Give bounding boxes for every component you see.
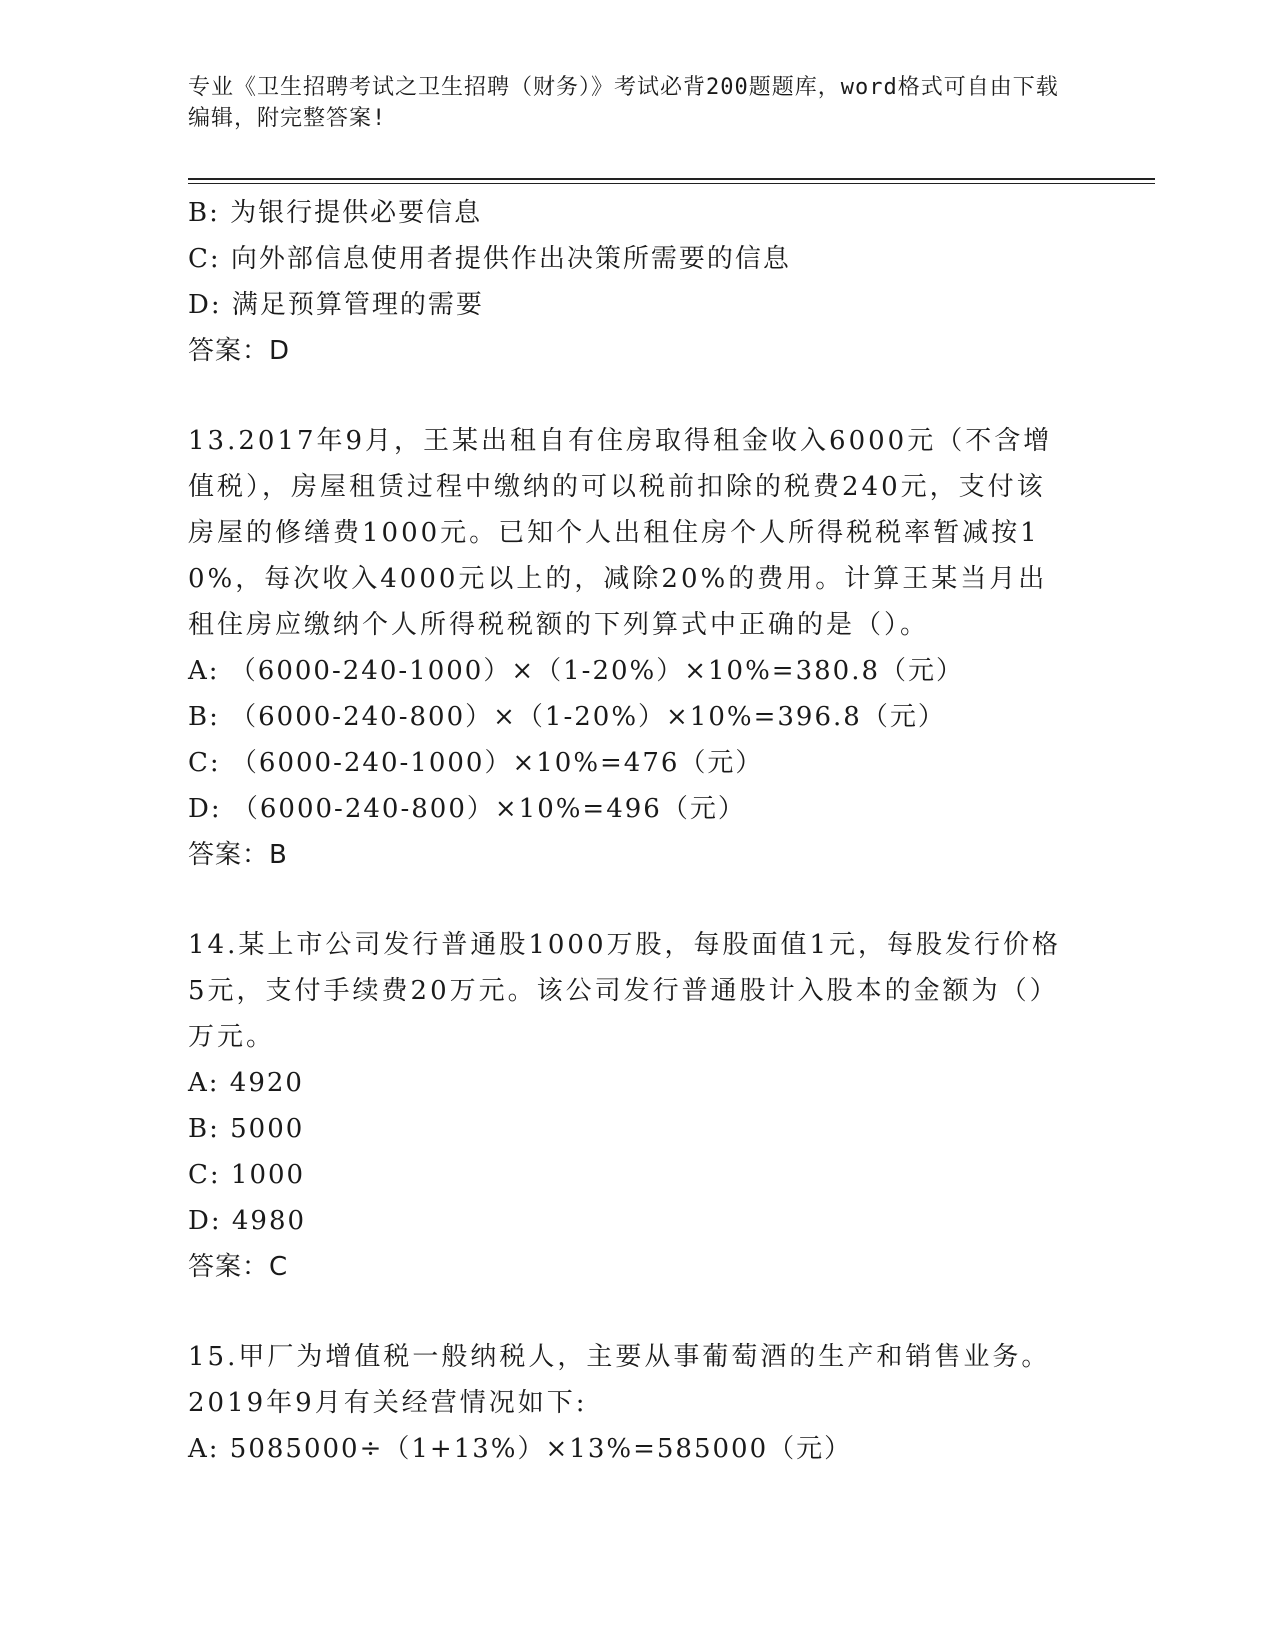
question-text: 15.甲厂为增值税一般纳税人，主要从事葡萄酒的生产和销售业务。2019年9月有关经营情况如下: [188,1342,1051,1418]
block-spacer [188,1290,1068,1334]
option-a: A: 5085000÷（1+13%）×13%=585000（元） [188,1434,853,1464]
question-text: 14.某上市公司发行普通股1000万股，每股面值1元，每股发行价格5元，支付手续费20万元。该公司发行普通股计入股本的金额为（）万元。 [188,930,1062,1052]
question-block-continued [188,190,1068,374]
question-text: 13.2017年9月，王某出租自有住房取得租金收入6000元（不含增值税），房屋租赁过程中缴纳的可以税前扣除的税费240元，支付该房屋的修缮费1000元。已知个人出租住房个人所得税税率暂减按10%，每次收入4000元以上的，减除20%的费用。计算王某当月出租住房应缴纳个人所得税税额的下列算式中正确的是（）。 [188,426,1053,640]
option-c: C: 向外部信息使用者提供作出决策所需要的信息 [188,244,791,274]
option-c: C: 1000 [188,1160,306,1190]
option-a: A: 4920 [188,1068,304,1098]
option-d: D: （6000-240-800）×10%=496（元） [188,794,746,824]
question-block-13 [188,418,1068,878]
answer-line: 答案：C [188,1252,289,1282]
answer-line: 答案：B [188,840,288,870]
page-header-title: 专业《卫生招聘考试之卫生招聘（财务）》考试必背200题题库，word格式可自由下载编辑，附完整答案! [188,75,1059,131]
question-block-14 [188,922,1068,1290]
header-divider-thin [188,183,1155,184]
option-b: B: （6000-240-800）×（1-20%）×10%=396.8（元） [188,702,946,732]
question-block-15 [188,1334,1068,1472]
header-divider-thick [188,178,1155,180]
option-b: B: 5000 [188,1114,305,1144]
block-spacer [188,374,1068,418]
document-body [188,190,1068,1472]
option-a: A: （6000-240-1000）×（1-20%）×10%=380.8（元） [188,656,965,686]
block-spacer [188,878,1068,922]
option-b: B: 为银行提供必要信息 [188,198,483,228]
option-c: C: （6000-240-1000）×10%=476（元） [188,748,764,778]
option-d: D: 满足预算管理的需要 [188,290,484,320]
option-d: D: 4980 [188,1206,307,1236]
answer-line: 答案：D [188,336,291,366]
